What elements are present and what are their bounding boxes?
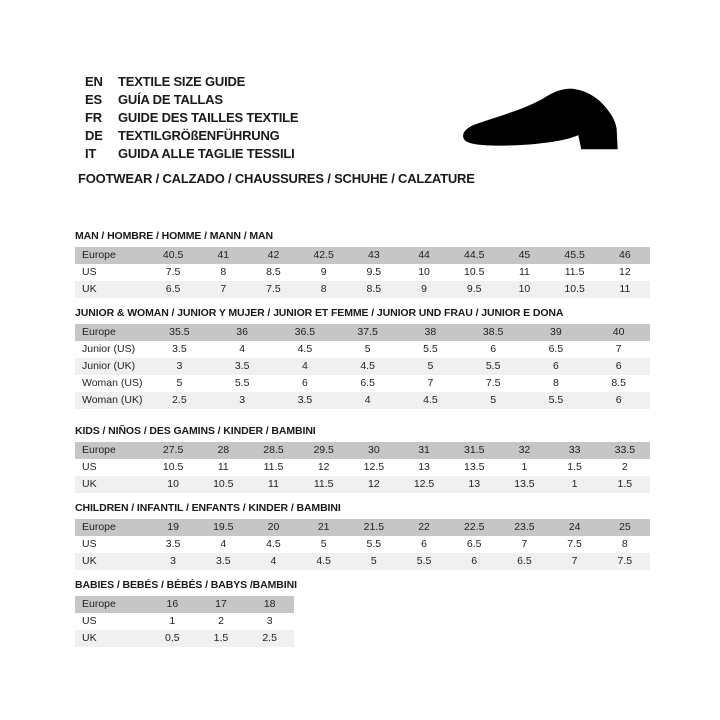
language-label: GUIDE DES TAILLES TEXTILE bbox=[118, 109, 299, 125]
size-cell: 11 bbox=[499, 264, 549, 281]
row-label-cell: US bbox=[75, 613, 148, 630]
size-cell: 9.5 bbox=[449, 281, 499, 298]
size-cell: 2.5 bbox=[148, 392, 211, 409]
size-cell: 41 bbox=[198, 247, 248, 264]
size-cell: 6 bbox=[587, 358, 650, 375]
size-cell: 8 bbox=[525, 375, 588, 392]
size-cell: 24 bbox=[550, 519, 600, 536]
size-cell: 5.5 bbox=[462, 358, 525, 375]
size-cell: 3 bbox=[211, 392, 274, 409]
size-cell: 8.5 bbox=[248, 264, 298, 281]
table-row bbox=[75, 459, 650, 476]
size-cell: 4.5 bbox=[399, 392, 462, 409]
size-cell: 6 bbox=[449, 553, 499, 570]
size-cell: 3.5 bbox=[148, 536, 198, 553]
language-code: DE bbox=[85, 127, 103, 143]
table-row bbox=[75, 596, 294, 613]
size-cell: 1.5 bbox=[600, 476, 650, 493]
size-section bbox=[75, 425, 650, 493]
size-cell: 8 bbox=[600, 536, 650, 553]
size-cell: 7.5 bbox=[600, 553, 650, 570]
size-cell: 8.5 bbox=[349, 281, 399, 298]
size-cell: 2 bbox=[197, 613, 246, 630]
row-label-cell: Europe bbox=[75, 247, 148, 264]
table-row bbox=[75, 341, 650, 358]
row-label-cell: Europe bbox=[75, 324, 148, 341]
size-cell: 40 bbox=[587, 324, 650, 341]
size-cell: 3.5 bbox=[274, 392, 337, 409]
row-label-cell: Woman (US) bbox=[75, 375, 148, 392]
size-section bbox=[75, 230, 650, 298]
table-row bbox=[75, 324, 650, 341]
row-label-cell: Europe bbox=[75, 519, 148, 536]
size-cell: 28.5 bbox=[248, 442, 298, 459]
section-title: CHILDREN / INFANTIL / ENFANTS / KINDER / BAMBINI bbox=[75, 502, 341, 514]
size-cell: 7.5 bbox=[248, 281, 298, 298]
table-row bbox=[75, 519, 650, 536]
size-cell: 5.5 bbox=[525, 392, 588, 409]
size-section bbox=[75, 579, 297, 647]
row-label-cell: UK bbox=[75, 476, 148, 493]
size-cell: 39 bbox=[525, 324, 588, 341]
section-title: JUNIOR & WOMAN / JUNIOR Y MUJER / JUNIOR ET FEMME / JUNIOR UND FRAU / JUNIOR E DONA bbox=[75, 307, 564, 319]
size-cell: 38.5 bbox=[462, 324, 525, 341]
size-cell: 11 bbox=[248, 476, 298, 493]
size-cell: 13.5 bbox=[449, 459, 499, 476]
size-cell: 5 bbox=[299, 536, 349, 553]
size-cell: 11 bbox=[198, 459, 248, 476]
size-cell: 3 bbox=[148, 553, 198, 570]
size-cell: 21.5 bbox=[349, 519, 399, 536]
row-label-cell: Europe bbox=[75, 442, 148, 459]
size-cell: 20 bbox=[248, 519, 298, 536]
language-label: TEXTILGRÖßENFÜHRUNG bbox=[118, 127, 280, 143]
size-cell: 25 bbox=[600, 519, 650, 536]
size-cell: 3 bbox=[245, 613, 294, 630]
size-cell: 31.5 bbox=[449, 442, 499, 459]
size-table bbox=[75, 324, 650, 409]
size-cell: 10 bbox=[148, 476, 198, 493]
size-cell: 7 bbox=[550, 553, 600, 570]
size-cell: 36 bbox=[211, 324, 274, 341]
size-cell: 5 bbox=[349, 553, 399, 570]
row-label-cell: US bbox=[75, 459, 148, 476]
table-row bbox=[75, 264, 650, 281]
size-cell: 4 bbox=[198, 536, 248, 553]
table-row bbox=[75, 392, 650, 409]
size-cell: 38 bbox=[399, 324, 462, 341]
size-cell: 4.5 bbox=[336, 358, 399, 375]
size-cell: 30 bbox=[349, 442, 399, 459]
size-cell: 10 bbox=[499, 281, 549, 298]
size-cell: 7 bbox=[399, 375, 462, 392]
size-table bbox=[75, 442, 650, 493]
language-label: TEXTILE SIZE GUIDE bbox=[118, 73, 246, 89]
size-cell: 1 bbox=[148, 613, 197, 630]
size-cell: 1.5 bbox=[550, 459, 600, 476]
size-cell: 6 bbox=[274, 375, 337, 392]
size-cell: 10.5 bbox=[198, 476, 248, 493]
size-cell: 11.5 bbox=[299, 476, 349, 493]
section-title: KIDS / NIÑOS / DES GAMINS / KINDER / BAMBINI bbox=[75, 425, 316, 437]
size-cell: 17 bbox=[197, 596, 246, 613]
size-cell: 32 bbox=[499, 442, 549, 459]
row-label-cell: UK bbox=[75, 553, 148, 570]
size-cell: 11 bbox=[600, 281, 650, 298]
size-cell: 5.5 bbox=[349, 536, 399, 553]
size-table bbox=[75, 519, 650, 570]
row-label-cell: Woman (UK) bbox=[75, 392, 148, 409]
size-cell: 1.5 bbox=[197, 630, 246, 647]
size-cell: 33.5 bbox=[600, 442, 650, 459]
table-row bbox=[75, 476, 650, 493]
category-line: FOOTWEAR / CALZADO / CHAUSSURES / SCHUHE / CALZATURE bbox=[78, 171, 475, 186]
size-cell: 0.5 bbox=[148, 630, 197, 647]
size-section bbox=[75, 502, 650, 570]
language-code: IT bbox=[85, 145, 97, 161]
row-label-cell: UK bbox=[75, 281, 148, 298]
size-cell: 12 bbox=[349, 476, 399, 493]
size-cell: 5 bbox=[148, 375, 211, 392]
size-section bbox=[75, 307, 650, 409]
size-cell: 40.5 bbox=[148, 247, 198, 264]
size-cell: 8 bbox=[299, 281, 349, 298]
size-cell: 4.5 bbox=[248, 536, 298, 553]
size-cell: 45.5 bbox=[550, 247, 600, 264]
size-cell: 42.5 bbox=[299, 247, 349, 264]
size-cell: 22 bbox=[399, 519, 449, 536]
size-cell: 35.5 bbox=[148, 324, 211, 341]
size-cell: 3.5 bbox=[211, 358, 274, 375]
size-cell: 19 bbox=[148, 519, 198, 536]
language-code: EN bbox=[85, 73, 103, 89]
size-cell: 10.5 bbox=[550, 281, 600, 298]
size-cell: 6.5 bbox=[336, 375, 399, 392]
size-cell: 10.5 bbox=[449, 264, 499, 281]
size-cell: 9.5 bbox=[349, 264, 399, 281]
size-cell: 31 bbox=[399, 442, 449, 459]
row-label-cell: UK bbox=[75, 630, 148, 647]
section-title: MAN / HOMBRE / HOMME / MANN / MAN bbox=[75, 230, 273, 242]
size-cell: 7 bbox=[198, 281, 248, 298]
size-cell: 44.5 bbox=[449, 247, 499, 264]
size-cell: 36.5 bbox=[274, 324, 337, 341]
size-cell: 2 bbox=[600, 459, 650, 476]
size-cell: 21 bbox=[299, 519, 349, 536]
size-cell: 4 bbox=[274, 358, 337, 375]
language-code: ES bbox=[85, 91, 102, 107]
size-cell: 42 bbox=[248, 247, 298, 264]
size-cell: 5 bbox=[399, 358, 462, 375]
size-cell: 45 bbox=[499, 247, 549, 264]
row-label-cell: US bbox=[75, 536, 148, 553]
size-cell: 3.5 bbox=[198, 553, 248, 570]
row-label-cell: Junior (UK) bbox=[75, 358, 148, 375]
table-row bbox=[75, 358, 650, 375]
size-cell: 19.5 bbox=[198, 519, 248, 536]
size-cell: 6.5 bbox=[449, 536, 499, 553]
size-cell: 6.5 bbox=[148, 281, 198, 298]
size-cell: 28 bbox=[198, 442, 248, 459]
size-cell: 6.5 bbox=[525, 341, 588, 358]
size-cell: 7 bbox=[499, 536, 549, 553]
size-cell: 44 bbox=[399, 247, 449, 264]
size-cell: 13 bbox=[399, 459, 449, 476]
size-cell: 4 bbox=[248, 553, 298, 570]
language-code: FR bbox=[85, 109, 102, 125]
section-title: BABIES / BEBÉS / BÉBÉS / BABYS /BAMBINI bbox=[75, 579, 297, 591]
table-row bbox=[75, 442, 650, 459]
size-table bbox=[75, 596, 294, 647]
size-cell: 7.5 bbox=[148, 264, 198, 281]
size-cell: 6 bbox=[462, 341, 525, 358]
table-row bbox=[75, 536, 650, 553]
size-cell: 5 bbox=[336, 341, 399, 358]
size-cell: 13.5 bbox=[499, 476, 549, 493]
row-label-cell: Europe bbox=[75, 596, 148, 613]
size-cell: 6 bbox=[587, 392, 650, 409]
size-cell: 7.5 bbox=[462, 375, 525, 392]
size-cell: 4.5 bbox=[299, 553, 349, 570]
table-row bbox=[75, 553, 650, 570]
size-cell: 11.5 bbox=[550, 264, 600, 281]
size-cell: 5.5 bbox=[399, 553, 449, 570]
language-label: GUIDA ALLE TAGLIE TESSILI bbox=[118, 145, 295, 161]
row-label-cell: Junior (US) bbox=[75, 341, 148, 358]
table-row bbox=[75, 613, 294, 630]
language-label: GUÍA DE TALLAS bbox=[118, 91, 223, 107]
table-row bbox=[75, 375, 650, 392]
size-cell: 6.5 bbox=[499, 553, 549, 570]
table-row bbox=[75, 630, 294, 647]
size-cell: 37.5 bbox=[336, 324, 399, 341]
size-cell: 29.5 bbox=[299, 442, 349, 459]
table-row bbox=[75, 281, 650, 298]
size-cell: 12.5 bbox=[349, 459, 399, 476]
size-cell: 2.5 bbox=[245, 630, 294, 647]
size-cell: 9 bbox=[399, 281, 449, 298]
size-cell: 12.5 bbox=[399, 476, 449, 493]
size-cell: 22.5 bbox=[449, 519, 499, 536]
size-cell: 4 bbox=[336, 392, 399, 409]
size-cell: 3 bbox=[148, 358, 211, 375]
size-cell: 10 bbox=[399, 264, 449, 281]
size-cell: 1 bbox=[550, 476, 600, 493]
size-cell: 9 bbox=[299, 264, 349, 281]
size-cell: 6 bbox=[525, 358, 588, 375]
size-cell: 23.5 bbox=[499, 519, 549, 536]
size-cell: 1 bbox=[499, 459, 549, 476]
size-cell: 33 bbox=[550, 442, 600, 459]
table-row bbox=[75, 247, 650, 264]
size-cell: 18 bbox=[245, 596, 294, 613]
size-cell: 3.5 bbox=[148, 341, 211, 358]
size-cell: 4.5 bbox=[274, 341, 337, 358]
size-cell: 7.5 bbox=[550, 536, 600, 553]
size-cell: 5 bbox=[462, 392, 525, 409]
size-table bbox=[75, 247, 650, 298]
size-cell: 10.5 bbox=[148, 459, 198, 476]
size-cell: 12 bbox=[299, 459, 349, 476]
size-cell: 5.5 bbox=[211, 375, 274, 392]
size-cell: 11.5 bbox=[248, 459, 298, 476]
size-cell: 8.5 bbox=[587, 375, 650, 392]
size-cell: 43 bbox=[349, 247, 399, 264]
row-label-cell: US bbox=[75, 264, 148, 281]
size-cell: 6 bbox=[399, 536, 449, 553]
size-cell: 13 bbox=[449, 476, 499, 493]
size-cell: 46 bbox=[600, 247, 650, 264]
size-cell: 8 bbox=[198, 264, 248, 281]
size-cell: 5.5 bbox=[399, 341, 462, 358]
size-cell: 27.5 bbox=[148, 442, 198, 459]
size-cell: 7 bbox=[587, 341, 650, 358]
size-cell: 12 bbox=[600, 264, 650, 281]
size-cell: 4 bbox=[211, 341, 274, 358]
size-cell: 16 bbox=[148, 596, 197, 613]
